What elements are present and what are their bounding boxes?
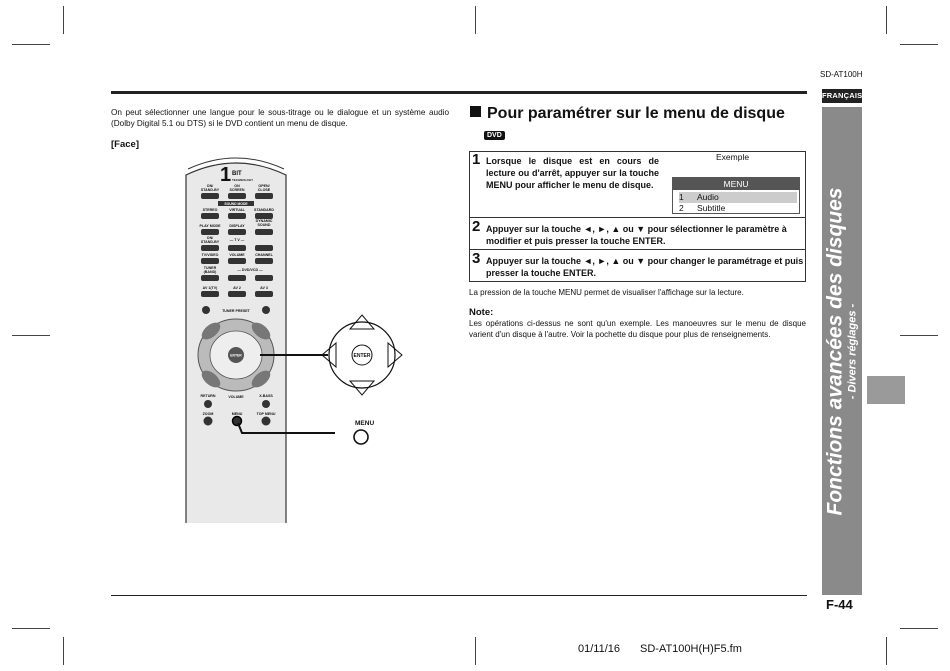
menu-callout	[354, 430, 368, 444]
standby-button	[201, 193, 219, 199]
svg-text:VOLUME: VOLUME	[229, 253, 245, 257]
svg-text:SCREEN: SCREEN	[229, 188, 245, 192]
crop-mark	[12, 44, 50, 45]
crop-mark	[12, 335, 50, 336]
svg-text:TV/VIDEO: TV/VIDEO	[201, 253, 219, 257]
step-text: Appuyer sur la touche ◄, ►, ▲ ou ▼ pour changer le paramétrage et puis presser la touche ENTER.	[486, 256, 804, 278]
crop-mark	[475, 6, 476, 34]
svg-text:AV 1(TV): AV 1(TV)	[202, 286, 218, 290]
svg-text:CHANNEL: CHANNEL	[255, 253, 273, 257]
sound-mode-label: SOUND MODE	[224, 202, 248, 206]
side-title-main: Fonctions avancées des disques	[823, 187, 847, 515]
svg-text:AV 3: AV 3	[260, 286, 268, 290]
svg-text:AV 2: AV 2	[233, 286, 241, 290]
crop-mark	[886, 6, 887, 34]
footer-file: SD-AT100H(H)F5.fm	[640, 643, 742, 655]
step-2	[469, 218, 806, 250]
svg-text:TUNER: TUNER	[203, 266, 217, 270]
callout-menu-label: MENU	[355, 420, 375, 427]
step-text: Appuyer sur la touche ◄, ►, ▲ ou ▼ pour sélectionner le paramètre à modifier et puis presser la touche ENTER.	[486, 224, 787, 246]
svg-text:MENU: MENU	[231, 412, 243, 416]
example-menu-item: 1 Audio	[679, 192, 797, 203]
square-bullet-icon	[470, 106, 481, 117]
dvd-badge: DVD	[484, 131, 505, 140]
crop-mark	[900, 44, 938, 45]
brand-number: 1	[220, 164, 232, 186]
chapter-tab	[867, 376, 905, 404]
svg-text:— DVD/VCD —: — DVD/VCD —	[237, 268, 263, 272]
svg-text:RETURN: RETURN	[200, 394, 216, 398]
svg-text:(BAND): (BAND)	[203, 270, 217, 274]
step-text: Lorsque le disque est en cours de lecture ou d'arrêt, appuyer sur la touche MENU pour afficher le menu de disque.	[486, 156, 659, 190]
crop-mark	[475, 637, 476, 665]
brand-text: BIT	[232, 171, 242, 177]
note-text: Les opérations ci-dessus ne sont qu'un exemple. Les manoeuvres sur le menu de disque varient d'un disque à l'autre. Voir la pochette du disque pour plus de renseignements.	[469, 319, 806, 339]
svg-text:STEREO: STEREO	[202, 208, 218, 212]
svg-text:STANDARD: STANDARD	[254, 208, 274, 212]
crop-mark	[900, 628, 938, 629]
crop-mark	[63, 6, 64, 34]
svg-text:VOLUME: VOLUME	[228, 395, 244, 399]
svg-text:ON/: ON/	[206, 236, 214, 240]
section-title	[470, 105, 785, 123]
bottom-rule	[111, 595, 807, 596]
side-title-sub: - Divers réglages -	[846, 303, 859, 399]
example-label: Exemple	[716, 152, 750, 162]
remote-illustration	[180, 155, 410, 525]
example-menu-title: MENU	[673, 178, 799, 190]
intro-text: On peut sélectionner une langue pour le sous-titrage ou le dialogue et un système audio (Dolby Digital 5.1 ou DTS) si le DVD contient un menu de disque.	[111, 108, 449, 128]
model-label: SD-AT100H	[820, 70, 863, 79]
svg-text:X-BASS: X-BASS	[259, 394, 273, 398]
svg-text:— T V —: — T V —	[229, 238, 245, 242]
svg-text:ZOOM: ZOOM	[202, 412, 214, 416]
step-number: 1	[472, 151, 481, 168]
after-text: La pression de la touche MENU permet de visualiser l'affichage sur la lecture.	[469, 288, 744, 297]
crop-mark	[12, 628, 50, 629]
svg-text:ON: ON	[234, 184, 240, 188]
svg-text:STAND-BY: STAND-BY	[200, 188, 220, 192]
svg-text:STAND-BY: STAND-BY	[200, 240, 220, 244]
svg-text:CLOSE: CLOSE	[257, 188, 271, 192]
crop-mark	[900, 335, 938, 336]
tuner-preset-label: TUNER PRESET	[222, 309, 250, 313]
svg-text:DISPLAY: DISPLAY	[229, 224, 245, 228]
svg-text:PLAY MODE: PLAY MODE	[199, 224, 221, 228]
step-number: 2	[472, 218, 481, 235]
face-label: [Face]	[111, 139, 139, 150]
crop-mark	[63, 637, 64, 665]
top-rule	[111, 91, 807, 94]
example-menu-item: 2 Subtitle	[679, 203, 726, 213]
remote-label-standby: ON/	[206, 184, 214, 188]
open-close-button	[255, 193, 273, 199]
page-number: F-44	[826, 597, 853, 612]
step-number: 3	[472, 250, 481, 267]
svg-text:ENTER: ENTER	[230, 353, 242, 358]
language-tab: FRANÇAIS	[822, 89, 862, 103]
callout-enter-label: ENTER	[353, 353, 371, 359]
svg-text:DYNAMIC: DYNAMIC	[255, 219, 273, 223]
svg-text:VIRTUAL: VIRTUAL	[229, 208, 245, 212]
side-title	[822, 107, 862, 595]
crop-mark	[886, 637, 887, 665]
step-3	[469, 250, 806, 282]
example-menu	[672, 177, 800, 214]
note-title: Note:	[469, 307, 494, 318]
brand-sub: TECHNOLOGY	[232, 178, 254, 182]
svg-text:SOUND: SOUND	[257, 223, 271, 227]
svg-text:OPEN/: OPEN/	[258, 184, 270, 188]
section-title-text: Pour paramétrer sur le menu de disque	[487, 105, 785, 122]
on-screen-button	[228, 193, 246, 199]
footer-date: 01/11/16	[578, 643, 621, 655]
svg-text:TOP MENU: TOP MENU	[256, 412, 276, 416]
